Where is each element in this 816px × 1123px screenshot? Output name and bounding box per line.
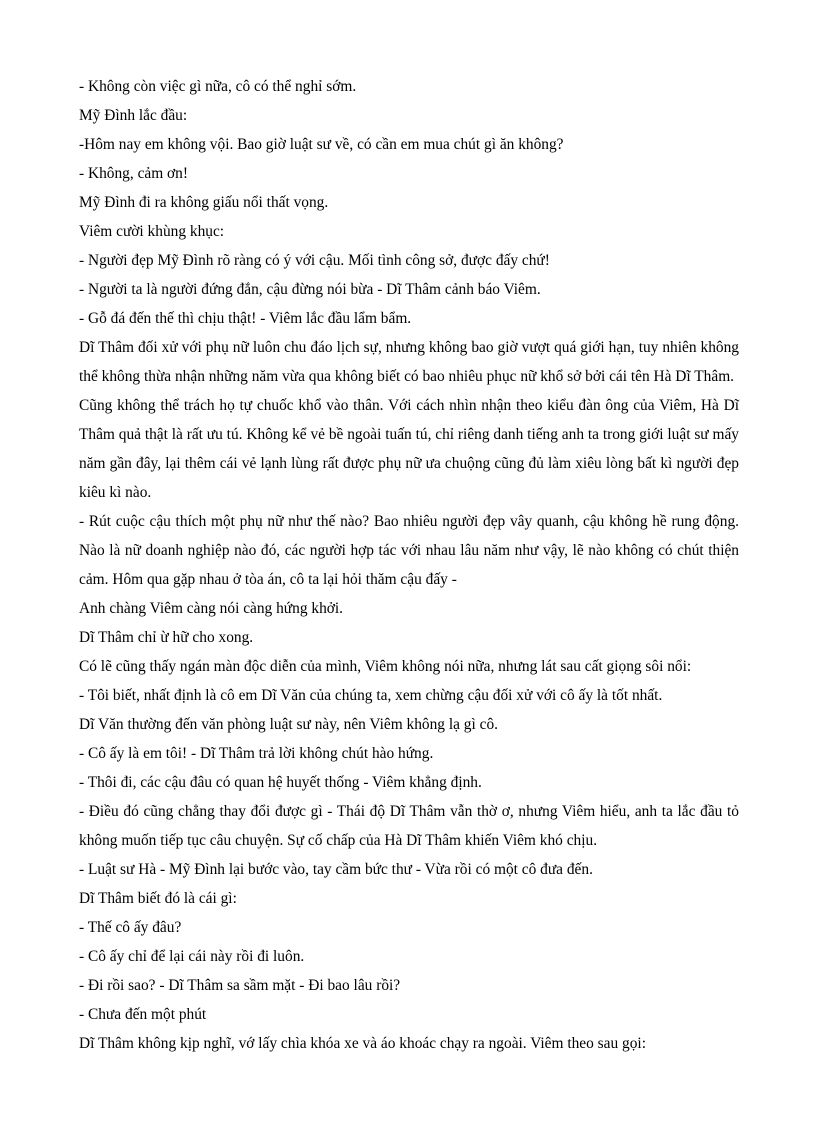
paragraph-18: - Cô ấy là em tôi! - Dĩ Thâm trả lời không chút hào hứng. — [79, 745, 434, 762]
paragraph-3: -Hôm nay em không vội. Bao giờ luật sư về, có cần em mua chút gì ăn không? — [79, 136, 564, 153]
paragraph-20: - Điều đó cũng chẳng thay đổi được gì - Thái độ Dĩ Thâm vẫn thờ ơ, nhưng Viêm hiểu, anh ta lắc đầu tỏ không muốn tiếp tục câu chuyện. Sự cố chấp của Hà Dĩ Thâm khiến Viêm khó chịu. — [79, 803, 739, 849]
paragraph-17: Dĩ Văn thường đến văn phòng luật sư này, nên Viêm không lạ gì cô. — [79, 716, 499, 733]
paragraph-15: Có lẽ cũng thấy ngán màn độc diễn của mình, Viêm không nói nữa, nhưng lát sau cất giọng sôi nổi: — [79, 658, 692, 675]
paragraph-11: Cũng không thể trách họ tự chuốc khổ vào thân. Với cách nhìn nhận theo kiểu đàn ông của Viêm, Hà Dĩ Thâm quả thật là rất ưu tú. Không kể vẻ bề ngoài tuấn tú, chỉ riêng danh tiếng anh ta trong giới luật sư mấy năm gần đây, lại thêm cái vẻ lạnh lùng rất được phụ nữ ưa chuộng cũng đủ làm xiêu lòng bất kì người đẹp kiêu kì nào. — [79, 397, 739, 501]
paragraph-4: - Không, cảm ơn! — [79, 165, 189, 182]
paragraph-1: - Không còn việc gì nữa, cô có thể nghỉ sớm. — [79, 78, 357, 95]
paragraph-14: Dĩ Thâm chỉ ừ hữ cho xong. — [79, 629, 254, 646]
paragraph-24: - Cô ấy chỉ để lại cái này rồi đi luôn. — [79, 948, 305, 965]
paragraph-13: Anh chàng Viêm càng nói càng hứng khởi. — [79, 600, 344, 617]
paragraph-8: - Người ta là người đứng đắn, cậu đừng nói bừa - Dĩ Thâm cảnh báo Viêm. — [79, 281, 541, 298]
paragraph-27: Dĩ Thâm không kịp nghĩ, vớ lấy chìa khóa xe và áo khoác chạy ra ngoài. Viêm theo sau gọi: — [79, 1035, 646, 1052]
paragraph-26: - Chưa đến một phút — [79, 1006, 207, 1023]
paragraph-2: Mỹ Đình lắc đầu: — [79, 107, 188, 124]
paragraph-19: - Thôi đi, các cậu đâu có quan hệ huyết thống - Viêm khẳng định. — [79, 774, 482, 791]
paragraph-6: Viêm cười khùng khục: — [79, 223, 225, 240]
paragraph-23: - Thế cô ấy đâu? — [79, 919, 182, 936]
paragraph-7: - Người đẹp Mỹ Đình rõ ràng có ý với cậu. Mối tình công sở, được đấy chứ! — [79, 252, 550, 269]
paragraph-10: Dĩ Thâm đối xử với phụ nữ luôn chu đáo lịch sự, nhưng không bao giờ vượt quá giới hạn, tuy nhiên không thể không thừa nhận những năm vừa qua không biết có bao nhiêu phục nữ khổ sở bởi cái tên Hà Dĩ Thâm. — [79, 339, 739, 385]
document-page — [79, 72, 739, 1058]
paragraph-12: - Rút cuộc cậu thích một phụ nữ như thế nào? Bao nhiêu người đẹp vây quanh, cậu không hề rung động. Nào là nữ doanh nghiệp nào đó, các người hợp tác với nhau lâu năm như vậy, lẽ nào không có chút thiện cảm. Hôm qua gặp nhau ở tòa án, cô ta lại hỏi thăm cậu đấy - — [79, 513, 739, 588]
paragraph-25: - Đi rồi sao? - Dĩ Thâm sa sầm mặt - Đi bao lâu rồi? — [79, 977, 401, 994]
paragraph-5: Mỹ Đình đi ra không giấu nổi thất vọng. — [79, 194, 329, 211]
paragraph-9: - Gỗ đá đến thế thì chịu thật! - Viêm lắc đầu lẩm bẩm. — [79, 310, 412, 327]
paragraph-21: - Luật sư Hà - Mỹ Đình lại bước vào, tay cầm bức thư - Vừa rồi có một cô đưa đến. — [79, 861, 593, 878]
paragraph-22: Dĩ Thâm biết đó là cái gì: — [79, 890, 237, 907]
paragraph-16: - Tôi biết, nhất định là cô em Dĩ Văn của chúng ta, xem chừng cậu đối xử với cô ấy là tốt nhất. — [79, 687, 663, 704]
